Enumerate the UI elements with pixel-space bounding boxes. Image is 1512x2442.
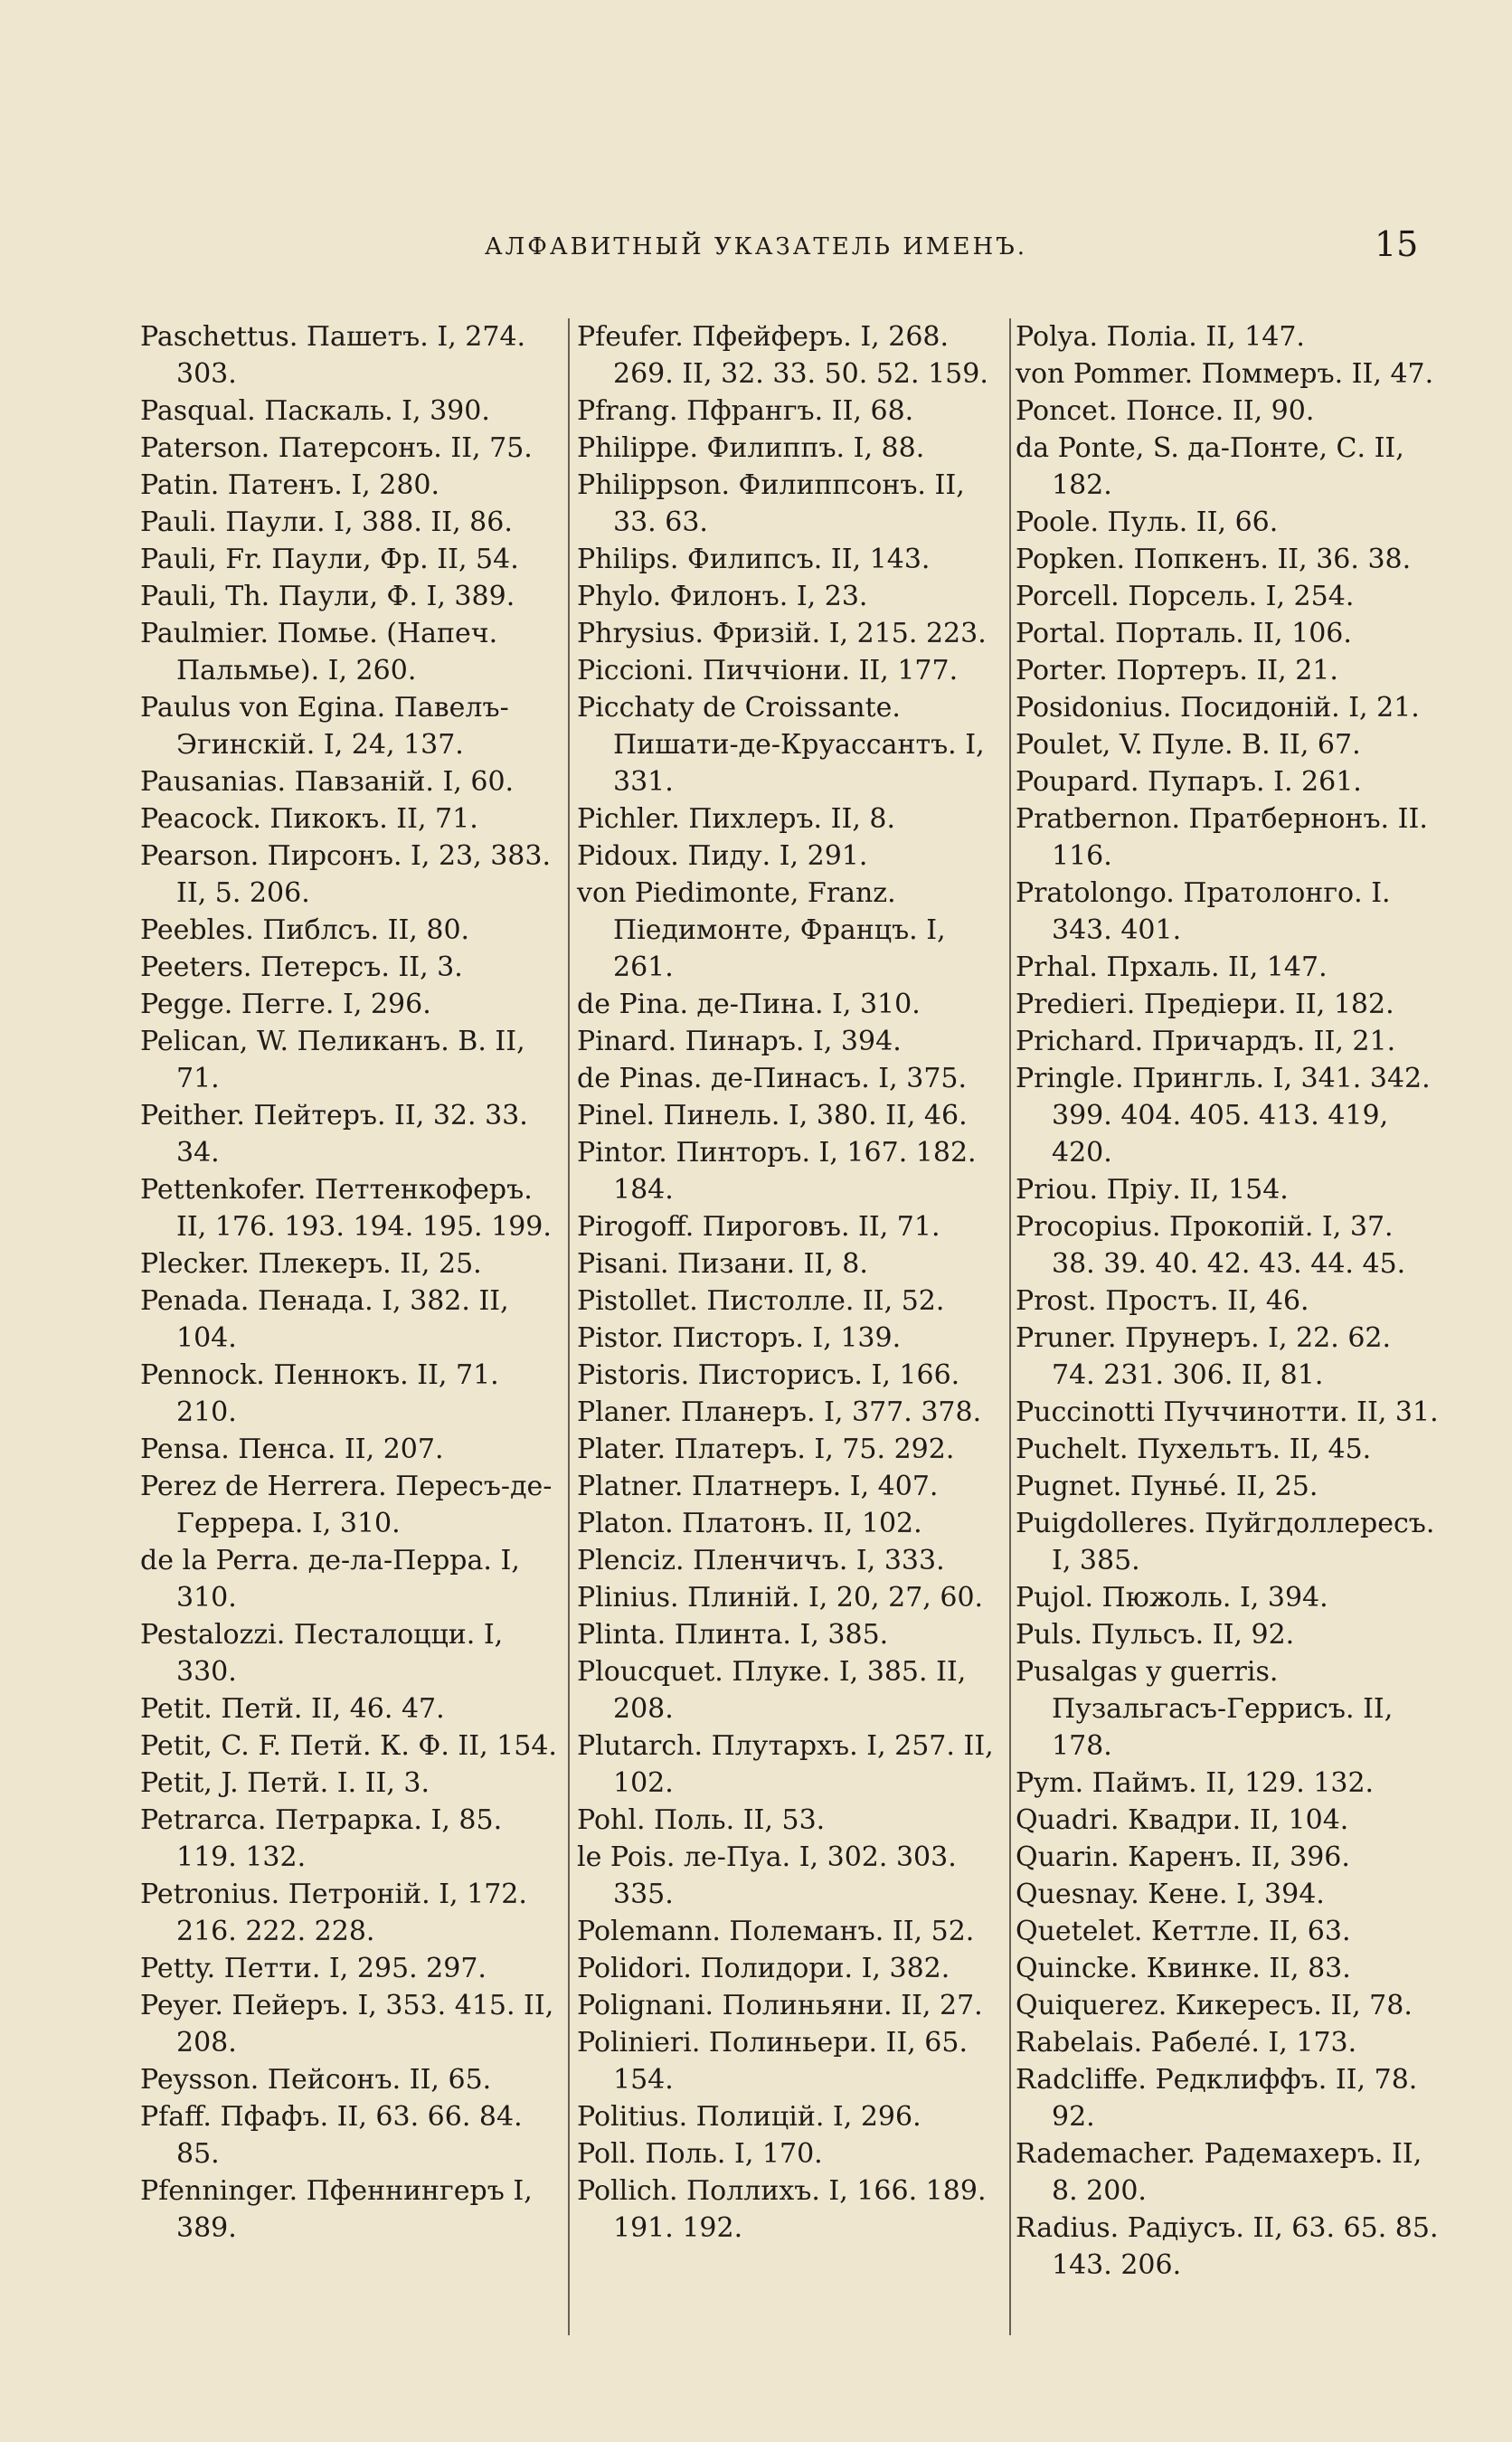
index-entry: von Piedimonte, Franz. Піедимонте, Францъ. I, 261. <box>577 877 946 983</box>
index-entry: Peither. Пейтеръ. II, 32. 33. 34. <box>140 1100 528 1169</box>
index-entry: Pearson. Пирсонъ. I, 23, 383. II, 5. 206. <box>140 840 552 909</box>
index-entry: Pfenninger. Пфеннингеръ I, 389. <box>140 2175 533 2244</box>
index-entry: Puchelt. Пухельтъ. II, 45. <box>1016 1434 1372 1465</box>
index-entry: Picchaty de Croissante. Пишати-де-Круассантъ. I, 331. <box>577 692 985 798</box>
index-entry: de Pina. де-Пина. I, 310. <box>577 989 921 1020</box>
index-entry: Poliniеri. Полиньери. II, 65. 154. <box>577 2027 969 2096</box>
index-entry: Pym. Паймъ. II, 129. 132. <box>1016 1767 1375 1799</box>
index-entry: Pintor. Пинторъ. I, 167. 182. 184. <box>577 1137 977 1206</box>
index-entry: Pfaff. Пфафъ. II, 63. 66. 84. 85. <box>140 2101 523 2170</box>
index-entry: Pestalozzi. Песталоцци. I, 330. <box>140 1619 504 1688</box>
index-entry: Paterson. Патерсонъ. II, 75. <box>140 432 533 464</box>
index-entry: Philippson. Филиппсонъ. II, 33. 63. <box>577 469 965 538</box>
index-entry: Pasqual. Паскаль. I, 390. <box>140 395 490 427</box>
index-entry: Pisani. Пизани. II, 8. <box>577 1248 868 1280</box>
index-entry: Poupard. Пупаръ. I. 261. <box>1016 766 1362 798</box>
index-entry: Peysson. Пейсонъ. II, 65. <box>140 2064 492 2096</box>
index-entry: Pinel. Пинель. I, 380. II, 46. <box>577 1100 968 1131</box>
index-entry: Pistollet. Пистолле. II, 52. <box>577 1285 945 1317</box>
index-entry: Rademacher. Радемахеръ. II, 8. 200. <box>1016 2138 1422 2207</box>
index-entry: Pusalgas y guerris. Пузальгасъ-Геррисъ. II, 178. <box>1016 1656 1394 1762</box>
index-entry: Procopius. Прокопій. I, 37. 38. 39. 40. 42. 43. 44. 45. <box>1016 1211 1406 1280</box>
index-entry: Phylo. Филонъ. I, 23. <box>577 581 868 612</box>
index-entry: Petit, J. Петй. I. II, 3. <box>140 1767 430 1799</box>
index-entry: Phrysius. Фризій. I, 215. 223. <box>577 618 987 649</box>
index-entry: Pruner. Прунеръ. I, 22. 62. 74. 231. 306. II, 81. <box>1016 1322 1392 1391</box>
index-entry: Penada. Пенада. I, 382. II, 104. <box>140 1285 509 1354</box>
index-entry: Radcliffe. Редклиффъ. II, 78. 92. <box>1016 2064 1418 2133</box>
index-entry: Pidoux. Пиду. I, 291. <box>577 840 868 872</box>
index-entry: Pettenkofer. Петтенкоферъ. II, 176. 193. 194. 195. 199. <box>140 1174 552 1243</box>
index-entry: Pistoris. Писторисъ. I, 166. <box>577 1359 960 1391</box>
running-title: АЛФАВИТНЫЙ УКАЗАТЕЛЬ ИМЕНЪ. <box>484 233 1028 260</box>
index-entry: Polidori. Полидори. I, 382. <box>577 1953 950 1984</box>
index-entry: Plenciz. Пленчичъ. I, 333. <box>577 1545 945 1576</box>
index-entry: Platon. Платонъ. II, 102. <box>577 1508 922 1539</box>
index-entry: Pauli. Паули. I, 388. II, 86. <box>140 506 513 538</box>
index-entry: Prost. Простъ. II, 46. <box>1016 1285 1309 1317</box>
index-entry: Paschettus. Пашетъ. I, 274. 303. <box>140 321 526 390</box>
index-entry: Plinius. Плиній. I, 20, 27, 60. <box>577 1582 984 1614</box>
index-entry: Paulus von Egina. Павелъ-Эгинскій. I, 24, 137. <box>140 692 509 761</box>
index-entry: Peacock. Пикокъ. II, 71. <box>140 803 478 835</box>
index-entry: Quincke. Квинке. II, 83. <box>1016 1953 1351 1984</box>
index-entry: Poole. Пуль. II, 66. <box>1016 506 1279 538</box>
index-entry: le Pois. ле-Пуа. I, 302. 303. 335. <box>577 1841 957 1910</box>
index-entry: Pensa. Пенса. II, 207. <box>140 1434 444 1465</box>
page-number: 15 <box>1375 224 1419 264</box>
index-entry: Polya. Поліа. II, 147. <box>1016 321 1305 353</box>
index-entry: Polignani. Полиньяни. II, 27. <box>577 1990 983 2021</box>
index-entry: Pegge. Пегге. I, 296. <box>140 989 431 1020</box>
column-divider <box>568 318 570 2335</box>
index-entry: Peebles. Пиблсъ. II, 80. <box>140 914 470 946</box>
index-column-3 <box>1016 318 1441 2284</box>
index-entry: Puigdolleres. Пуйгдоллересъ. I, 385. <box>1016 1508 1435 1576</box>
index-entry: Porcell. Порсель. I, 254. <box>1016 581 1355 612</box>
index-entry: Pennock. Пеннокъ. II, 71. 210. <box>140 1359 499 1428</box>
index-entry: Poll. Поль. I, 170. <box>577 2138 823 2170</box>
index-entry: Peeters. Петерсъ. II, 3. <box>140 951 463 983</box>
index-entry: Portal. Порталь. II, 106. <box>1016 618 1352 649</box>
index-entry: Prhal. Прхаль. II, 147. <box>1016 951 1328 983</box>
index-entry: Pujol. Пюжоль. I, 394. <box>1016 1582 1328 1614</box>
index-entry: Planer. Планеръ. I, 377. 378. <box>577 1396 982 1428</box>
index-entry: Predieri. Предіери. II, 182. <box>1016 989 1394 1020</box>
index-entry: Priou. Пріу. II, 154. <box>1016 1174 1289 1206</box>
index-column-1 <box>140 318 565 2247</box>
index-entry: Polemann. Полеманъ. II, 52. <box>577 1916 975 1947</box>
index-entry: Petrarca. Петрарка. I, 85. 119. 132. <box>140 1804 503 1873</box>
column-divider <box>1009 318 1011 2335</box>
index-entry: Quiquerez. Кикересъ. II, 78. <box>1016 1990 1413 2021</box>
index-entry: Plutarch. Плутархъ. I, 257. II, 102. <box>577 1730 994 1799</box>
index-entry: Pfrang. Пфрангъ. II, 68. <box>577 395 914 427</box>
index-entry: Platner. Платнеръ. I, 407. <box>577 1471 939 1502</box>
index-entry: Pinard. Пинаръ. I, 394. <box>577 1026 902 1057</box>
index-entry: Poncet. Понсе. II, 90. <box>1016 395 1315 427</box>
index-entry: Pollich. Поллихъ. I, 166. 189. 191. 192. <box>577 2175 987 2244</box>
index-entry: Pauli, Fr. Паули, Фр. II, 54. <box>140 544 519 575</box>
index-entry: Petty. Петти. I, 295. 297. <box>140 1953 487 1984</box>
index-entry: Piccioni. Пиччіони. II, 177. <box>577 655 959 686</box>
index-entry: de Pinas. де-Пинасъ. I, 375. <box>577 1063 968 1094</box>
index-entry: Petit. Петй. II, 46. 47. <box>140 1693 445 1725</box>
index-entry: Poulet, V. Пуле. В. II, 67. <box>1016 729 1361 761</box>
index-entry: Pelican, W. Пеликанъ. В. II, 71. <box>140 1026 525 1094</box>
index-entry: von Pommer. Поммеръ. II, 47. <box>1016 358 1434 390</box>
index-entry: Politius. Полицій. I, 296. <box>577 2101 921 2133</box>
index-entry: Posidonius. Посидоній. I, 21. <box>1016 692 1420 724</box>
index-entry: Perez de Herrera. Пересъ-де-Геррера. I, 310. <box>140 1471 553 1539</box>
index-entry: Porter. Портеръ. II, 21. <box>1016 655 1338 686</box>
index-entry: Puls. Пульсъ. II, 92. <box>1016 1619 1295 1651</box>
index-entry: Philippe. Филиппъ. I, 88. <box>577 432 925 464</box>
index-entry: Quadri. Квадри. II, 104. <box>1016 1804 1349 1836</box>
index-entry: Pratolongo. Пратолонго. I. 343. 401. <box>1016 877 1391 946</box>
index-entry: Pohl. Поль. II, 53. <box>577 1804 826 1836</box>
index-entry: Rabelais. Рабелé. I, 173. <box>1016 2027 1357 2059</box>
index-entry: Peyer. Пейеръ. I, 353. 415. II, 208. <box>140 1990 554 2059</box>
index-entry: Pirogoff. Пироговъ. II, 71. <box>577 1211 940 1243</box>
index-entry: Quetelet. Кеттле. II, 63. <box>1016 1916 1351 1947</box>
index-entry: Plecker. Плекеръ. II, 25. <box>140 1248 482 1280</box>
index-entry: Pausanias. Павзаній. I, 60. <box>140 766 515 798</box>
index-entry: Quarin. Каренъ. II, 396. <box>1016 1841 1350 1873</box>
index-entry: Popken. Попкенъ. II, 36. 38. <box>1016 544 1412 575</box>
index-entry: Radius. Радіусъ. II, 63. 65. 85. 143. 206. <box>1016 2212 1439 2281</box>
index-entry: Pratbernon. Пратбернонъ. II. 116. <box>1016 803 1428 872</box>
index-column-2 <box>577 318 1002 2247</box>
index-entry: Petit, C. F. Петй. К. Ф. II, 154. <box>140 1730 557 1762</box>
index-entry: Philips. Филипсъ. II, 143. <box>577 544 931 575</box>
index-entry: Pichler. Пихлеръ. II, 8. <box>577 803 896 835</box>
index-entry: Plinta. Плинта. I, 385. <box>577 1619 889 1651</box>
index-entry: Plater. Платеръ. I, 75. 292. <box>577 1434 955 1465</box>
index-entry: Pugnet. Пуньé. II, 25. <box>1016 1471 1318 1502</box>
index-entry: Pistor. Писторъ. I, 139. <box>577 1322 902 1354</box>
index-entry: Quesnay. Кене. I, 394. <box>1016 1879 1325 1910</box>
index-entry: da Ponte, S. да-Понте, С. II, 182. <box>1016 432 1404 501</box>
index-entry: Ploucquet. Плуке. I, 385. II, 208. <box>577 1656 967 1725</box>
index-entry: Prichard. Причардъ. II, 21. <box>1016 1026 1396 1057</box>
index-entry: de la Perra. де-ла-Перра. I, 310. <box>140 1545 520 1614</box>
index-entry: Patin. Патенъ. I, 280. <box>140 469 440 501</box>
index-entry: Paulmier. Помье. (Напеч. Пальмье). I, 260. <box>140 618 498 686</box>
index-entry: Pringle. Прингль. I, 341. 342. 399. 404. 405. 413. 419, 420. <box>1016 1063 1431 1169</box>
index-entry: Puccinotti Пуччинотти. II, 31. <box>1016 1396 1439 1428</box>
index-entry: Pfeufer. Пфейферъ. I, 268. 269. II, 32. 33. 50. 52. 159. <box>577 321 988 390</box>
index-entry: Pauli, Th. Паули, Ф. I, 389. <box>140 581 515 612</box>
index-entry: Petronius. Петроній. I, 172. 216. 222. 228. <box>140 1879 527 1947</box>
